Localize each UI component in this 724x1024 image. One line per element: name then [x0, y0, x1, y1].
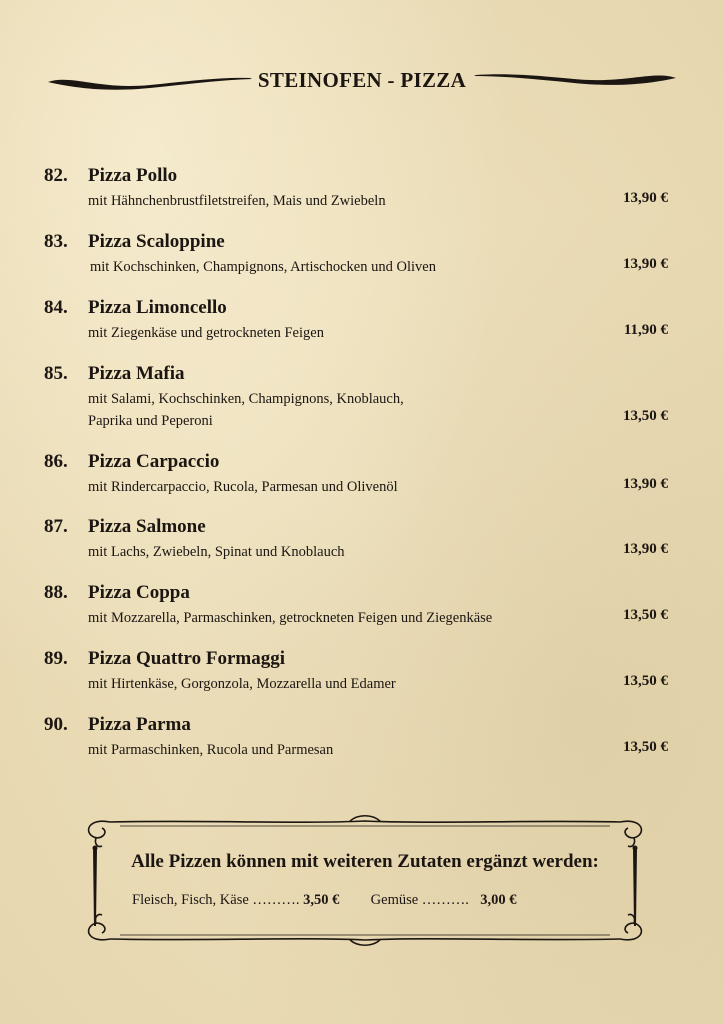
item-description-line: Paprika und Peperoni	[88, 413, 213, 429]
item-description	[88, 739, 588, 761]
extra-meat-label: Fleisch, Fisch, Käse ……….	[132, 892, 300, 908]
item-number: 86.	[44, 451, 68, 472]
item-description-line: mit Kochschinken, Champignons, Artischocken und Oliven	[90, 259, 436, 275]
page-title: STEINOFEN - PIZZA	[257, 68, 467, 92]
item-price: 11,90 €	[623, 322, 668, 338]
item-description	[88, 190, 588, 212]
extra-veg-label: Gemüse ……….	[370, 892, 469, 908]
item-price: 13,50 €	[623, 739, 668, 755]
item-description-line: mit Rindercarpaccio, Rucola, Parmesan und Olivenöl	[88, 479, 398, 495]
ornamental-frame	[80, 808, 650, 953]
item-description-line: mit Ziegenkäse und getrockneten Feigen	[88, 325, 324, 341]
item-description-line: mit Hirtenkäse, Gorgonzola, Mozzarella und Edamer	[88, 676, 396, 692]
item-name: Pizza Mafia	[88, 363, 185, 384]
item-description-line: mit Lachs, Zwiebeln, Spinat und Knoblauch	[88, 544, 345, 560]
item-number: 84.	[44, 297, 68, 318]
item-name: Pizza Pollo	[88, 165, 178, 186]
extras-frame	[80, 808, 650, 953]
item-price: 13,50 €	[623, 408, 668, 424]
extras-heading: Alle Pizzen können mit weiteren Zutaten ergänzt werden:	[131, 851, 599, 872]
item-number: 90.	[44, 714, 68, 735]
item-name: Pizza Salmone	[88, 516, 206, 537]
item-number: 88.	[44, 582, 68, 603]
extras-prices	[132, 892, 516, 909]
menu-header	[0, 60, 724, 100]
item-name: Pizza Carpaccio	[88, 451, 220, 472]
item-number: 89.	[44, 648, 68, 669]
extra-veg-price: 3,00 €	[480, 892, 517, 908]
item-description	[90, 256, 590, 278]
item-number: 83.	[44, 231, 68, 252]
item-description	[88, 541, 588, 563]
item-price: 13,90 €	[623, 190, 668, 206]
item-description-line: mit Mozzarella, Parmaschinken, getrockneten Feigen und Ziegenkäse	[88, 610, 493, 626]
item-description-line: mit Parmaschinken, Rucola und Parmesan	[88, 742, 334, 758]
item-description	[88, 607, 608, 629]
item-description	[88, 322, 588, 344]
item-name: Pizza Coppa	[88, 582, 190, 603]
item-number: 82.	[44, 165, 68, 186]
item-number: 87.	[44, 516, 68, 537]
item-price: 13,90 €	[623, 541, 668, 557]
item-description-line: mit Hähnchenbrustfiletstreifen, Mais und Zwiebeln	[88, 193, 386, 209]
item-name: Pizza Scaloppine	[88, 231, 225, 252]
item-name: Pizza Quattro Formaggi	[88, 648, 285, 669]
item-price: 13,90 €	[623, 476, 668, 492]
item-description-line: mit Salami, Kochschinken, Champignons, Knoblauch,	[88, 391, 404, 407]
item-description	[88, 388, 588, 432]
item-name: Pizza Parma	[88, 714, 191, 735]
item-price: 13,90 €	[623, 256, 668, 272]
item-number: 85.	[44, 363, 68, 384]
item-price: 13,50 €	[623, 673, 668, 689]
item-name: Pizza Limoncello	[88, 297, 227, 318]
item-description	[88, 476, 588, 498]
item-description	[88, 673, 588, 695]
extra-meat-price: 3,50 €	[303, 892, 340, 908]
item-price: 13,50 €	[623, 607, 668, 623]
